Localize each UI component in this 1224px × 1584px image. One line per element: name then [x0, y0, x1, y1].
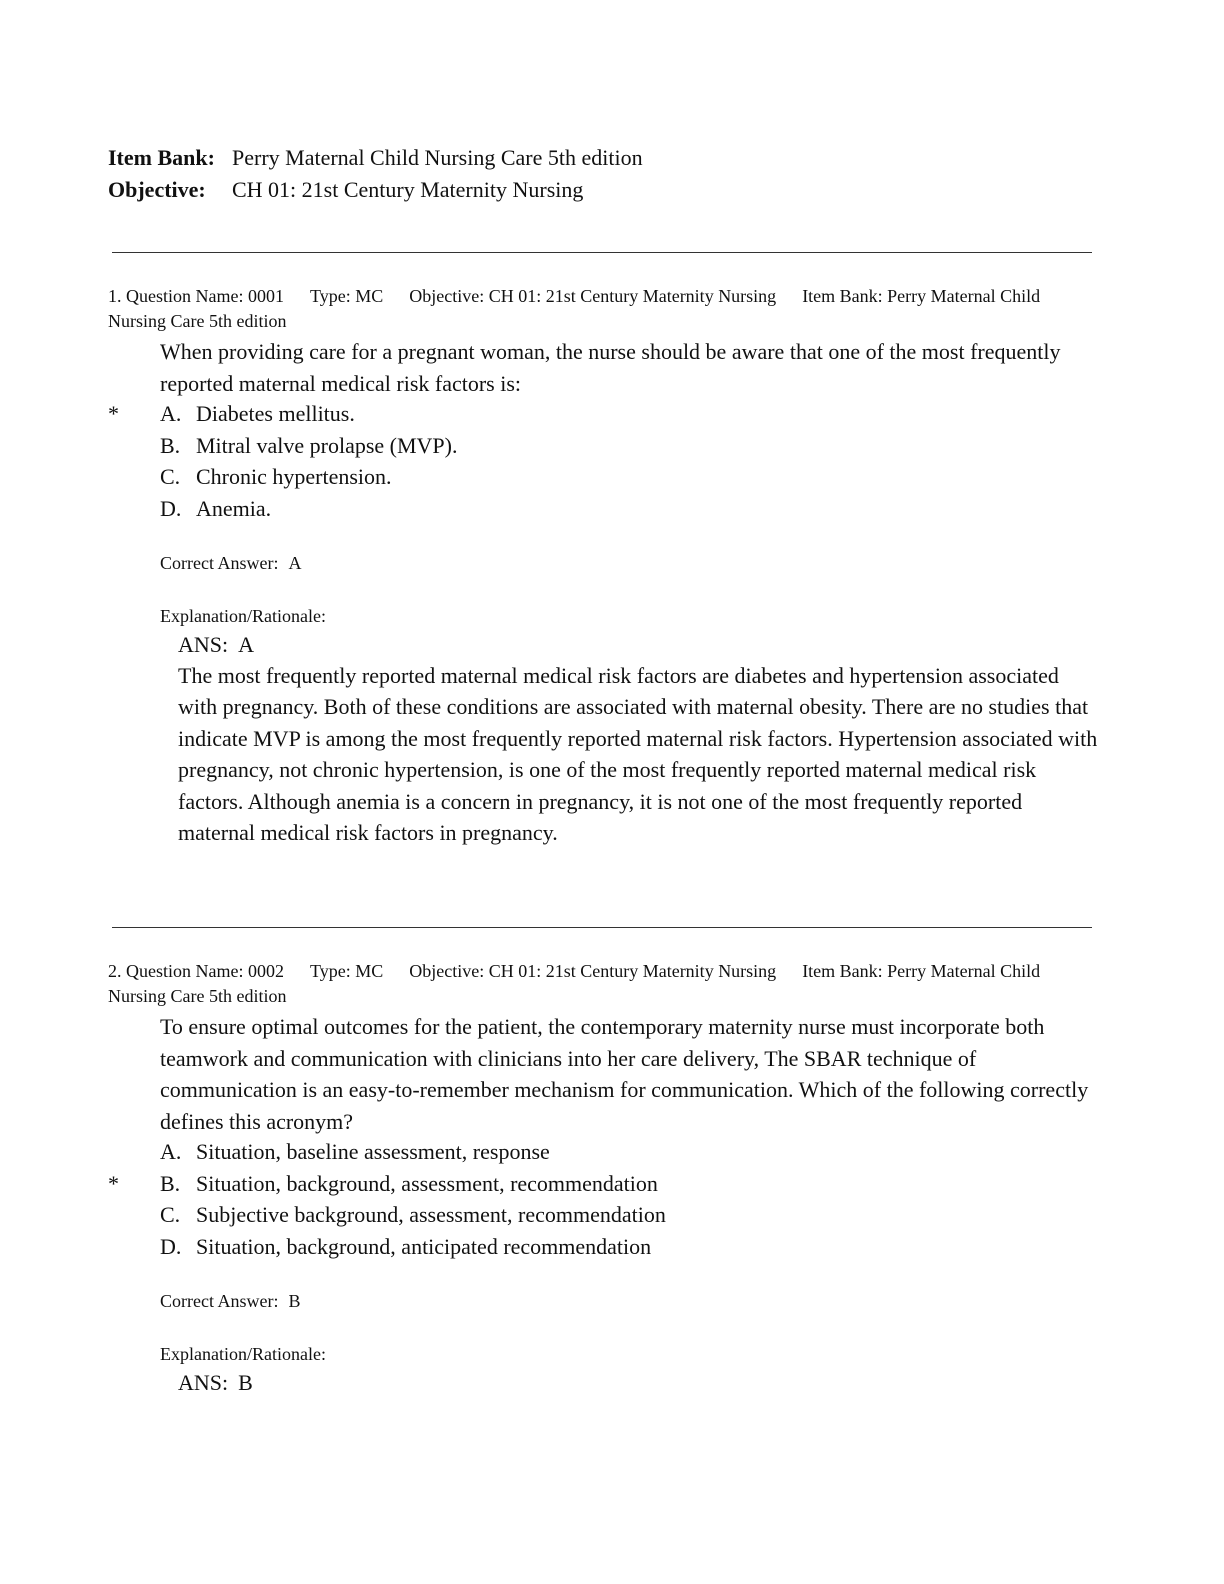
option-letter: A. [160, 401, 182, 426]
question-number: 1. [108, 286, 122, 306]
answer-options [108, 398, 1108, 525]
correct-answer-label: Correct Answer: [160, 553, 279, 573]
question-meta [108, 284, 1098, 334]
option-text: Diabetes mellitus. [196, 401, 355, 426]
option-letter: B. [160, 1170, 181, 1196]
answer-option [108, 1231, 1108, 1263]
answer-option [108, 461, 1108, 493]
item-bank-label: Item Bank: [108, 145, 215, 170]
option-letter: D. [160, 1234, 182, 1260]
option-letter: D. [160, 496, 182, 522]
correct-answer-label: Correct Answer: [160, 1291, 279, 1311]
option-text: Situation, background, assessment, recommendation [196, 1170, 658, 1196]
ans-line [178, 629, 254, 660]
question-item-bank: Item Bank: Perry Maternal Child Nursing Care 5th edition [108, 286, 1041, 331]
objective-row [108, 174, 643, 206]
option-text: Situation, baseline assessment, response [196, 1139, 550, 1164]
rationale-text: The most frequently reported maternal medical risk factors are diabetes and hypertension associated with pregnancy. Both of these conditions are associated with maternal obesity. There are no studies that indicate MVP is among the most frequently reported maternal risk factors. Hypertension associated with pregnancy, not chronic hypertension, is one of the most frequently reported maternal medical risk factors. Although anemia is a concern in pregnancy, it is not one of the most frequently reported maternal medical risk factors in pregnancy. [178, 663, 1098, 846]
answer-option [108, 430, 1108, 462]
item-bank-value: Perry Maternal Child Nursing Care 5th edition [232, 145, 643, 170]
option-text: Mitral valve prolapse (MVP). [196, 432, 458, 458]
option-text: Situation, background, anticipated recommendation [196, 1234, 652, 1260]
correct-answer [160, 551, 301, 575]
objective-value: CH 01: 21st Century Maternity Nursing [232, 177, 584, 202]
option-text: Anemia. [196, 496, 272, 522]
correct-marker: * [108, 401, 119, 426]
option-letter: C. [160, 464, 181, 490]
explanation-label: Explanation/Rationale: [160, 1344, 326, 1364]
question-stem: When providing care for a pregnant woman, the nurse should be aware that one of the most frequently reported maternal medical risk factors is: [160, 339, 1061, 396]
answer-option [108, 398, 1108, 430]
question-type: Type: MC [309, 286, 384, 306]
question-number: 2. [108, 961, 122, 981]
question-objective: Objective: CH 01: 21st Century Maternity Nursing [409, 286, 777, 306]
question-stem: To ensure optimal outcomes for the patient, the contemporary maternity nurse must incorporate both teamwork and communication with clinicians into her care delivery, The SBAR technique of communication is an easy-to-remember mechanism for communication. Which of the following correctly defines this acronym? [160, 1014, 1089, 1134]
objective-label: Objective: [108, 177, 206, 202]
item-bank-row [108, 142, 643, 174]
correct-answer-value: A [288, 553, 302, 573]
option-letter: B. [160, 432, 181, 458]
ans-value: A [238, 632, 255, 657]
question-name: Question Name: 0002 [126, 961, 284, 981]
ans-label: ANS: [178, 632, 229, 657]
correct-marker: * [108, 1170, 119, 1196]
explanation-label: Explanation/Rationale: [160, 606, 326, 626]
correct-answer [160, 1289, 300, 1313]
ans-value: B [238, 1370, 253, 1395]
document-header [108, 142, 643, 206]
answer-option [108, 1168, 1108, 1200]
answer-option [108, 1199, 1108, 1231]
question-objective: Objective: CH 01: 21st Century Maternity Nursing [409, 961, 777, 981]
answer-option [108, 1136, 1108, 1168]
question-meta [108, 959, 1098, 1009]
correct-answer-value: B [288, 1291, 301, 1311]
question-type: Type: MC [309, 961, 384, 981]
ans-line [178, 1367, 253, 1398]
divider [112, 252, 1092, 253]
option-letter: A. [160, 1139, 182, 1164]
divider [112, 927, 1092, 928]
answer-options [108, 1136, 1108, 1263]
option-letter: C. [160, 1202, 181, 1228]
answer-option [108, 493, 1108, 525]
ans-label: ANS: [178, 1370, 229, 1395]
option-text: Subjective background, assessment, recommendation [196, 1202, 666, 1228]
question-name: Question Name: 0001 [126, 286, 284, 306]
question-item-bank: Item Bank: Perry Maternal Child Nursing Care 5th edition [108, 961, 1041, 1006]
option-text: Chronic hypertension. [196, 464, 392, 490]
